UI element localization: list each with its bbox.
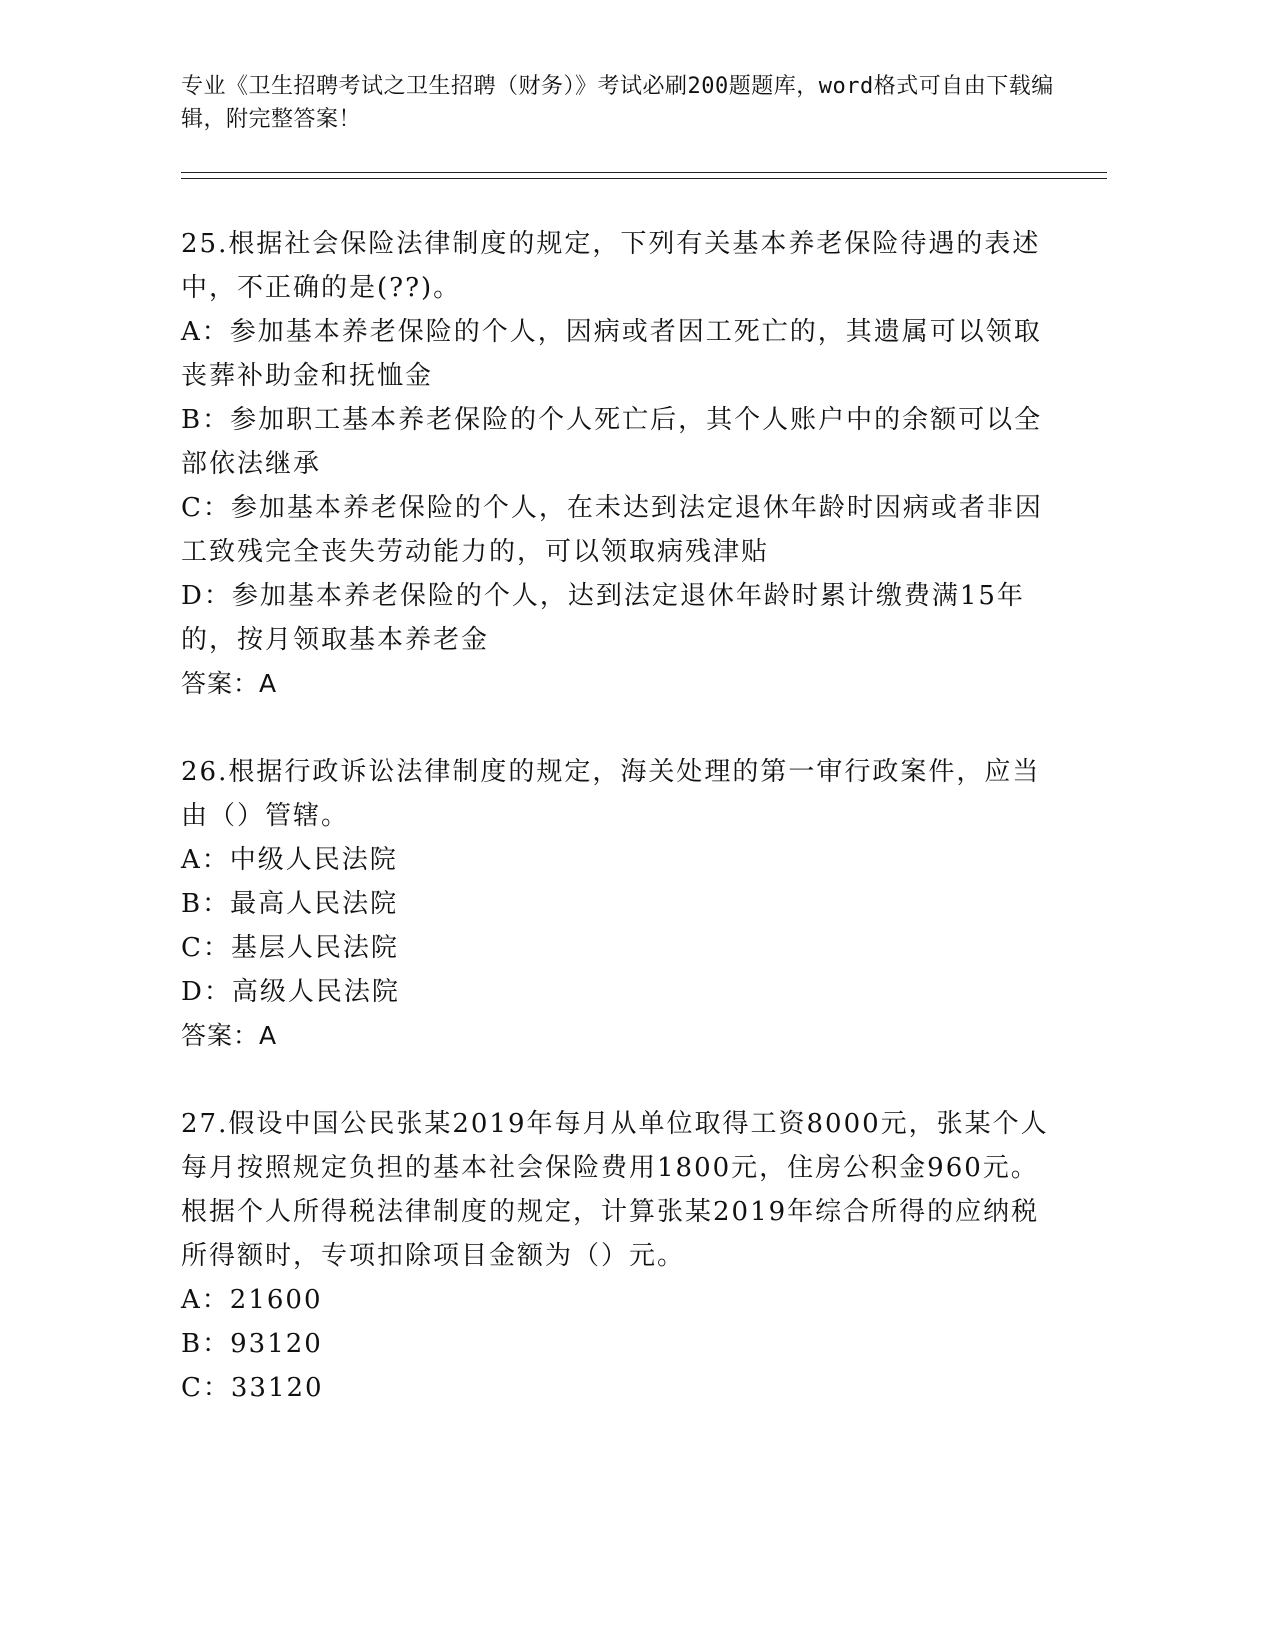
- question-spacer: [181, 706, 1051, 750]
- option-c: C：33120: [181, 1373, 324, 1403]
- option-c: C：参加基本养老保险的个人，在未达到法定退休年龄时因病或者非因工致残完全丧失劳动能力的，可以领取病残津贴: [181, 493, 1043, 567]
- document-header: 专业《卫生招聘考试之卫生招聘（财务）》考试必刷200题题库，word格式可自由下载编辑，附完整答案！: [181, 74, 1054, 132]
- question-text: 26.根据行政诉讼法律制度的规定，海关处理的第一审行政案件，应当由（）管辖。: [181, 757, 1041, 831]
- question-text: 25.根据社会保险法律制度的规定，下列有关基本养老保险待遇的表述中，不正确的是(??)。: [181, 229, 1041, 303]
- option-b: B：最高人民法院: [181, 889, 399, 919]
- question-26: [181, 750, 1051, 1058]
- question-list: [181, 222, 1051, 1410]
- question-text: 27.假设中国公民张某2019年每月从单位取得工资8000元，张某个人每月按照规定负担的基本社会保险费用1800元，住房公积金960元。根据个人所得税法律制度的规定，计算张某2019年综合所得的应纳税所得额时，专项扣除项目金额为（）元。: [181, 1109, 1049, 1271]
- option-d: D：高级人民法院: [181, 977, 400, 1007]
- question-spacer: [181, 1058, 1051, 1102]
- option-a: A：21600: [181, 1285, 323, 1315]
- option-c: C：基层人民法院: [181, 933, 399, 963]
- answer-line: 答案：A: [181, 1021, 278, 1050]
- header-rule-top: [181, 172, 1107, 173]
- answer-line: 答案：A: [181, 669, 278, 698]
- question-27: [181, 1102, 1051, 1410]
- option-a: A：中级人民法院: [181, 845, 398, 875]
- question-25: [181, 222, 1051, 706]
- option-a: A：参加基本养老保险的个人，因病或者因工死亡的，其遗属可以领取丧葬补助金和抚恤金: [181, 317, 1042, 391]
- option-d: D：参加基本养老保险的个人，达到法定退休年龄时累计缴费满15年的，按月领取基本养老金: [181, 581, 1025, 655]
- option-b: B：参加职工基本养老保险的个人死亡后，其个人账户中的余额可以全部依法继承: [181, 405, 1043, 479]
- option-b: B：93120: [181, 1329, 323, 1359]
- header-rule-bottom: [181, 178, 1107, 179]
